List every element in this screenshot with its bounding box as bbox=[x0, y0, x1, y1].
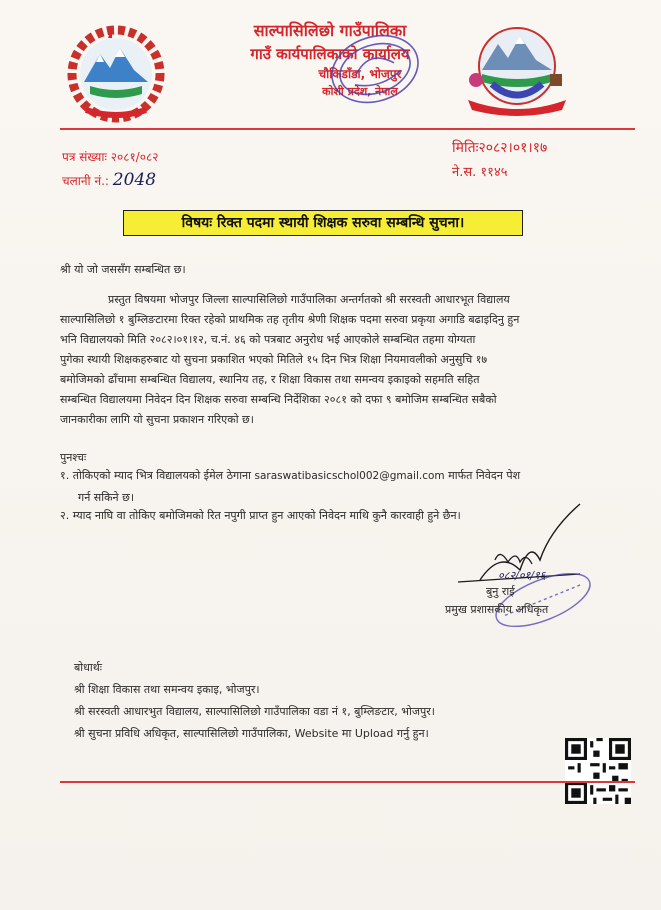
body-line: सम्बन्धित विद्यालयमा निवेदन दिन शिक्षक सरुवा सम्बन्धि निर्देशिका २०८१ को दफा ९ बमोजिम सम्बन्धित सबैको bbox=[60, 393, 497, 406]
body-line: भनि विद्यालयको मिति २०८२।०१।१२, च.नं. ४६ को पत्रबाट अनुरोध भई आएकोले सम्बन्धित तहमा योग्यता bbox=[60, 333, 476, 346]
header-divider bbox=[60, 128, 635, 130]
dispatch-number-label: चलानी नं.: bbox=[62, 174, 109, 188]
body-line: साल्पासिलिछो १ बुम्लिङटारमा रिक्त रहेको प्राथमिक तह तृतीय श्रेणी शिक्षक पदमा सरुवा प्रकृया अगाडि बढाइदिनु हुन bbox=[60, 313, 520, 326]
signatory-title: प्रमुख प्रशासकीय अधिकृत bbox=[445, 603, 549, 616]
cc-item: श्री सुचना प्रविधि अधिकृत, साल्पासिलिछो गाउँपालिका, Website मा Upload गर्नु हुन। bbox=[74, 727, 429, 740]
body-line: बमोजिमको ढाँचामा सम्बन्धित विद्यालय, स्थानिय तह, र शिक्षा विकास तथा समन्वय इकाइको सहमति सहित bbox=[60, 373, 480, 386]
municipality-logo-icon bbox=[462, 22, 572, 118]
office-name: गाउँ कार्यपालिकाको कार्यालय bbox=[250, 45, 410, 63]
body-line: जानकारीका लागि यो सुचना प्रकाशन गरिएको छ। bbox=[60, 413, 254, 426]
municipality-name: साल्पासिलिछो गाउँपालिका bbox=[253, 21, 407, 40]
salutation: श्री यो जो जससँग सम्बन्धित छ। bbox=[60, 263, 186, 276]
letter-number-label: पत्र संख्याः bbox=[62, 150, 107, 164]
signature-date: ०८२/०१/१६ bbox=[498, 569, 546, 582]
nepal-sambat-label: ने.स. bbox=[452, 165, 477, 180]
body-line: पुगेका स्थायी शिक्षकहरुबाट यो सुचना प्रकाशित भएको मितिले १५ दिन भित्र शिक्षा नियमावलीको अनुसुचि १७ bbox=[60, 353, 488, 366]
nepal-emblem-icon bbox=[62, 24, 170, 124]
letter-date-label: मितिः bbox=[452, 140, 479, 156]
qr-code-icon[interactable] bbox=[565, 738, 631, 804]
postscript-label: पुनश्चः bbox=[60, 451, 87, 464]
cc-item: श्री सरस्वती आधारभुत विद्यालय, साल्पासिलिछो गाउँपालिका वडा नं १, बुम्लिङटार, भोजपुर। bbox=[74, 705, 435, 718]
email-address[interactable]: saraswatibasicschol002@gmail.com bbox=[254, 470, 445, 482]
nepal-sambat-date bbox=[452, 162, 507, 180]
postscript-item-1-cont: गर्न सकिने छ। bbox=[78, 491, 135, 504]
footer-divider bbox=[60, 781, 635, 783]
letter-number bbox=[62, 148, 158, 165]
cc-label: बोधार्थः bbox=[74, 661, 102, 674]
cc-item: श्री शिक्षा विकास तथा समन्वय इकाइ, भोजपुर। bbox=[74, 683, 260, 696]
office-address: चौकिडाँडा, भोजपुर bbox=[318, 67, 402, 81]
body-line: प्रस्तुत विषयमा भोजपुर जिल्ला साल्पासिलिछो गाउँपालिका अन्तर्गतको श्री सरस्वती आधारभूत विद्यालय bbox=[108, 293, 510, 306]
body-paragraph bbox=[60, 290, 606, 430]
postscript-item-1: १. तोकिएको म्याद भित्र विद्यालयको ईमेल ठेगाना saraswatibasicschol002@gmail.com मार्फत निवेदन पेश bbox=[60, 469, 521, 482]
office-stamp-icon bbox=[325, 28, 425, 110]
dispatch-number-value: 2048 bbox=[112, 170, 157, 190]
letter-date-value: २०८२।०१।१७ bbox=[478, 140, 548, 156]
letter-number-value: २०८१/०८२ bbox=[110, 150, 159, 164]
nepal-sambat-value: ११४५ bbox=[480, 165, 508, 180]
dispatch-number bbox=[62, 170, 156, 190]
signatory-name: बुनु राई bbox=[486, 585, 515, 598]
postscript-item-2: २. म्याद नाघि वा तोकिए बमोजिमको रित नपुगी प्राप्त हुन आएको निवेदन माथि कुनै कारवाही हुने छैन। bbox=[60, 509, 461, 522]
office-province: कोशी प्रदेश, नेपाल bbox=[322, 85, 398, 98]
subject-heading: विषयः रिक्त पदमा स्थायी शिक्षक सरुवा सम्बन्धि सुचना। bbox=[123, 210, 523, 236]
letter-date bbox=[452, 138, 547, 157]
